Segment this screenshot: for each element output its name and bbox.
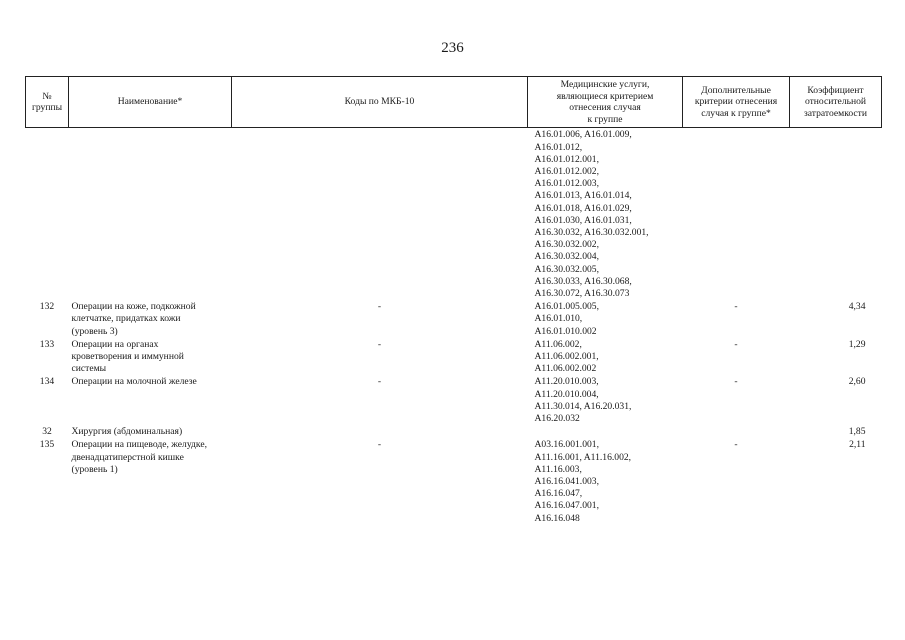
coefficient-value: 4,34 <box>848 301 866 313</box>
service-code-line: A03.16.001.001, <box>534 439 599 451</box>
service-code-line: A16.01.012, <box>534 141 583 153</box>
header-medical-services <box>528 77 683 128</box>
group-name-line: клетчатке, придатках кожи <box>71 313 181 325</box>
mkb-codes: - <box>377 301 382 313</box>
service-code-line: A16.20.032 <box>534 413 580 425</box>
header-extra-criteria <box>683 77 790 128</box>
service-code-line: A16.30.033, A16.30.068, <box>534 275 632 287</box>
mkb-codes: - <box>377 439 382 451</box>
service-code-line: A16.01.012.003, <box>534 178 599 190</box>
extra-criteria-cell <box>683 438 790 524</box>
mkb-codes-cell <box>232 425 528 438</box>
header-line: к группе <box>587 113 623 125</box>
service-code-line: A16.01.012.001, <box>534 153 599 165</box>
service-code-line: A16.30.032, A16.30.032.001, <box>534 227 649 238</box>
extra-criteria-cell <box>683 375 790 425</box>
group-name-cell <box>69 438 232 524</box>
table-row <box>26 300 882 338</box>
medical-services-cell <box>528 375 683 425</box>
group-name-cell <box>69 375 232 425</box>
group-name-line: Операции на молочной железе <box>71 376 197 388</box>
mkb-codes-cell <box>232 375 528 425</box>
header-line: случая к группе* <box>701 107 771 119</box>
header-line: группы <box>31 102 63 114</box>
coefficient-cell <box>790 375 882 425</box>
header-line: Медицинские услуги, <box>560 79 650 90</box>
service-code-line: A11.20.010.004, <box>534 388 599 400</box>
group-number-cell <box>26 425 69 438</box>
header-line: Коды по МКБ-10 <box>344 96 415 108</box>
service-code-line: A16.01.010, <box>534 313 583 325</box>
extra-criteria-cell <box>683 338 790 376</box>
extra-criteria-cell <box>683 300 790 338</box>
extra-criteria-cell <box>683 128 790 300</box>
service-code-line: A16.01.012.002, <box>534 165 599 177</box>
mkb-codes: - <box>377 376 382 388</box>
service-code-line: A16.16.047, <box>534 488 583 500</box>
group-name-cell <box>69 300 232 338</box>
coefficient-cell <box>790 338 882 376</box>
page-number: 236 <box>441 40 464 56</box>
coefficient-cell <box>790 438 882 524</box>
group-name-cell <box>69 425 232 438</box>
table-row <box>26 425 882 438</box>
service-code-line: A16.01.018, A16.01.029, <box>534 202 632 214</box>
header-coefficient <box>790 77 882 128</box>
header-mkb-codes <box>232 77 528 128</box>
extra-criteria: - <box>734 376 738 388</box>
service-code-line: A11.20.010.003, <box>534 376 599 388</box>
service-code-line: A16.01.010.002 <box>534 325 597 337</box>
medical-services-cell <box>528 300 683 338</box>
group-number: 134 <box>39 376 55 388</box>
service-code-line: A16.30.072, A16.30.073 <box>534 288 630 300</box>
service-code-line: A16.16.048 <box>534 512 580 524</box>
group-name-cell <box>69 128 232 300</box>
mkb-codes-cell <box>232 338 528 376</box>
header-line: являющиеся критерием <box>556 90 654 102</box>
medical-services-cell <box>528 438 683 524</box>
service-code-line: A16.16.041.003, <box>534 476 599 488</box>
group-name-line: системы <box>71 363 107 375</box>
table-row <box>26 128 882 300</box>
table-header <box>26 77 882 128</box>
service-code-line: A16.01.005.005, <box>534 301 599 313</box>
coefficient-value: 1,85 <box>848 426 866 438</box>
service-code-line: A11.06.002.001, <box>534 351 599 363</box>
extra-criteria-cell <box>683 425 790 438</box>
mkb-codes-cell <box>232 438 528 524</box>
coefficient-cell <box>790 128 882 300</box>
service-code-line: A11.06.002, <box>534 338 582 350</box>
header-group-number <box>26 77 69 128</box>
coefficient-cell <box>790 300 882 338</box>
service-code-line: A16.30.032.002, <box>534 239 599 251</box>
service-code-line: A11.06.002.002 <box>534 363 597 375</box>
group-name-line: двенадцатиперстной кишке <box>71 451 184 463</box>
mkb-codes-cell <box>232 128 528 300</box>
group-number-cell <box>26 438 69 524</box>
header-line: отнесения случая <box>569 102 641 114</box>
coefficient-value: 1,29 <box>848 338 866 350</box>
mkb-codes: - <box>377 338 382 350</box>
medical-services-cell <box>528 425 683 438</box>
group-name-line: (уровень 1) <box>71 463 118 475</box>
service-code-line: A16.16.047.001, <box>534 500 599 512</box>
header-name <box>69 77 232 128</box>
header-line: Коэффициент <box>807 84 864 96</box>
group-number-cell <box>26 128 69 300</box>
group-number: 133 <box>39 338 55 350</box>
service-code-line: A16.30.032.005, <box>534 263 599 275</box>
mkb-codes-cell <box>232 300 528 338</box>
service-code-line: A11.16.003, <box>534 463 582 475</box>
group-name-cell <box>69 338 232 376</box>
header-line: затратоемкости <box>803 107 868 119</box>
coefficient-value: 2,11 <box>849 439 866 451</box>
group-name-line: (уровень 3) <box>71 325 118 337</box>
group-name-line: Операции на органах <box>71 338 159 350</box>
group-number: 132 <box>39 301 55 313</box>
group-name-line: Операции на коже, подкожной <box>71 301 196 313</box>
coefficient-value: 2,60 <box>848 376 866 388</box>
service-code-line: A16.30.032.004, <box>534 251 599 263</box>
header-line: критерии отнесения <box>694 96 778 108</box>
service-code-line: A16.01.013, A16.01.014, <box>534 190 632 202</box>
group-number: 135 <box>39 439 55 451</box>
group-name-line: кроветворения и иммунной <box>71 351 184 363</box>
group-name-line: Хирургия (абдоминальная) <box>71 426 183 438</box>
group-number-cell <box>26 300 69 338</box>
group-number-cell <box>26 375 69 425</box>
service-code-line: A16.01.030, A16.01.031, <box>534 214 632 226</box>
table-row <box>26 438 882 524</box>
table-body <box>26 128 882 525</box>
service-code-line: A11.30.014, A16.20.031, <box>534 400 632 412</box>
extra-criteria: - <box>734 439 738 451</box>
group-number-cell <box>26 338 69 376</box>
medical-services-cell <box>528 338 683 376</box>
group-number: 32 <box>42 426 52 438</box>
table-row <box>26 375 882 425</box>
extra-criteria: - <box>734 301 738 313</box>
medical-services-cell <box>528 128 683 300</box>
extra-criteria: - <box>734 338 738 350</box>
group-name-line: Операции на пищеводе, желудке, <box>71 439 208 451</box>
groups-table <box>25 76 882 525</box>
table-row <box>26 338 882 376</box>
coefficient-cell <box>790 425 882 438</box>
header-line: Дополнительные <box>701 84 771 96</box>
header-line: относительной <box>804 96 867 108</box>
service-code-line: A16.01.006, A16.01.009, <box>534 129 632 141</box>
header-line: Наименование* <box>117 96 183 108</box>
header-line: № <box>42 90 52 102</box>
service-code-line: A11.16.001, A11.16.002, <box>534 451 632 463</box>
